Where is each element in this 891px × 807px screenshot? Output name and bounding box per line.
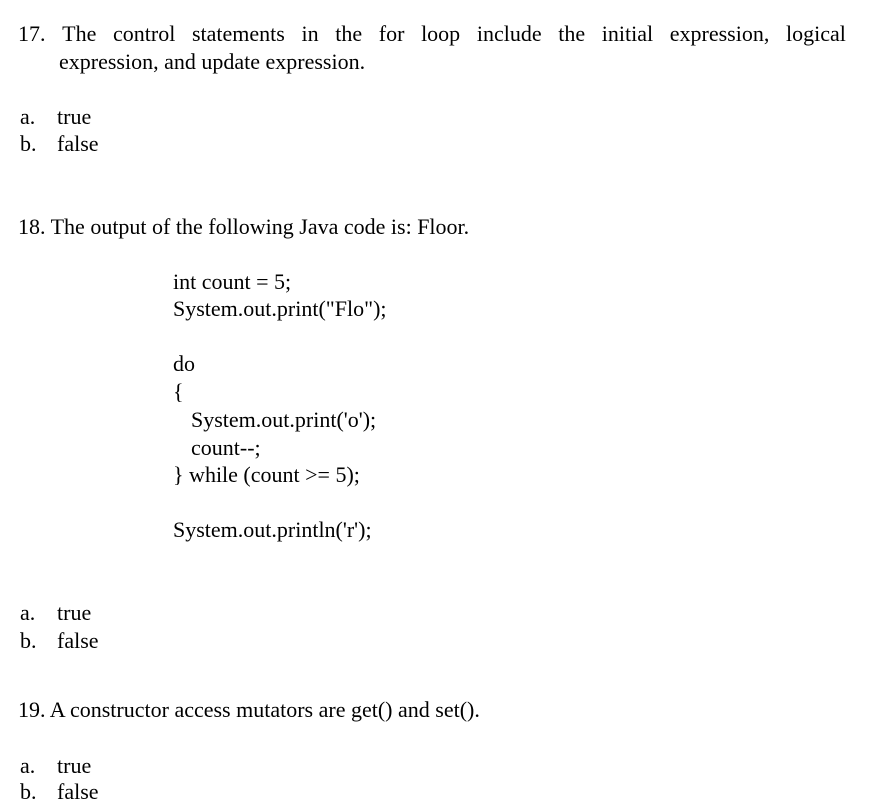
word: logical <box>785 21 846 46</box>
question-17-option-a[interactable] <box>20 103 91 131</box>
option-label: false <box>57 131 99 156</box>
code-line: System.out.print("Flo"); <box>173 296 387 321</box>
word: loop <box>421 21 461 46</box>
question-19-text <box>18 696 480 724</box>
option-label: false <box>57 779 99 804</box>
option-label: true <box>57 753 92 778</box>
question-stem: The output of the following Java code is: Floor. <box>50 214 470 239</box>
option-letter: a. <box>20 104 36 129</box>
option-label: true <box>57 104 92 129</box>
question-19-option-a[interactable] <box>20 752 91 780</box>
code-line: System.out.print('o'); <box>191 407 377 432</box>
code-line: } while (count >= 5); <box>173 462 360 487</box>
question-number: 19. <box>18 697 46 722</box>
word: initial <box>601 21 654 46</box>
question-18-text <box>18 213 469 241</box>
word: the <box>335 21 363 46</box>
code-line: int count = 5; <box>173 269 292 294</box>
word: in <box>301 21 319 46</box>
option-letter: b. <box>20 779 37 804</box>
word: control <box>112 21 176 46</box>
option-label: true <box>57 600 92 625</box>
option-letter: a. <box>20 753 36 778</box>
word: The <box>62 21 97 46</box>
word: statements <box>191 21 285 46</box>
question-19-option-b[interactable] <box>20 778 99 806</box>
question-17-text-line2: expression, and update expression. <box>59 49 366 74</box>
word: the <box>558 21 586 46</box>
word: for <box>378 21 405 46</box>
word: include <box>476 21 542 46</box>
option-letter: b. <box>20 131 37 156</box>
question-17-text-line1 <box>18 20 846 48</box>
option-letter: a. <box>20 600 36 625</box>
question-stem: A constructor access mutators are get() and set(). <box>49 697 480 722</box>
question-17-option-b[interactable] <box>20 130 99 158</box>
question-number: 18. <box>18 214 46 239</box>
question-number: 17. <box>18 21 46 46</box>
option-label: false <box>57 628 99 653</box>
code-line: count--; <box>191 435 261 460</box>
code-line: System.out.println('r'); <box>173 517 372 542</box>
question-18-option-a[interactable] <box>20 599 91 627</box>
code-line: do <box>173 351 195 376</box>
word: expression, <box>669 21 770 46</box>
question-18-option-b[interactable] <box>20 627 99 655</box>
code-line: { <box>173 379 184 404</box>
option-letter: b. <box>20 628 37 653</box>
